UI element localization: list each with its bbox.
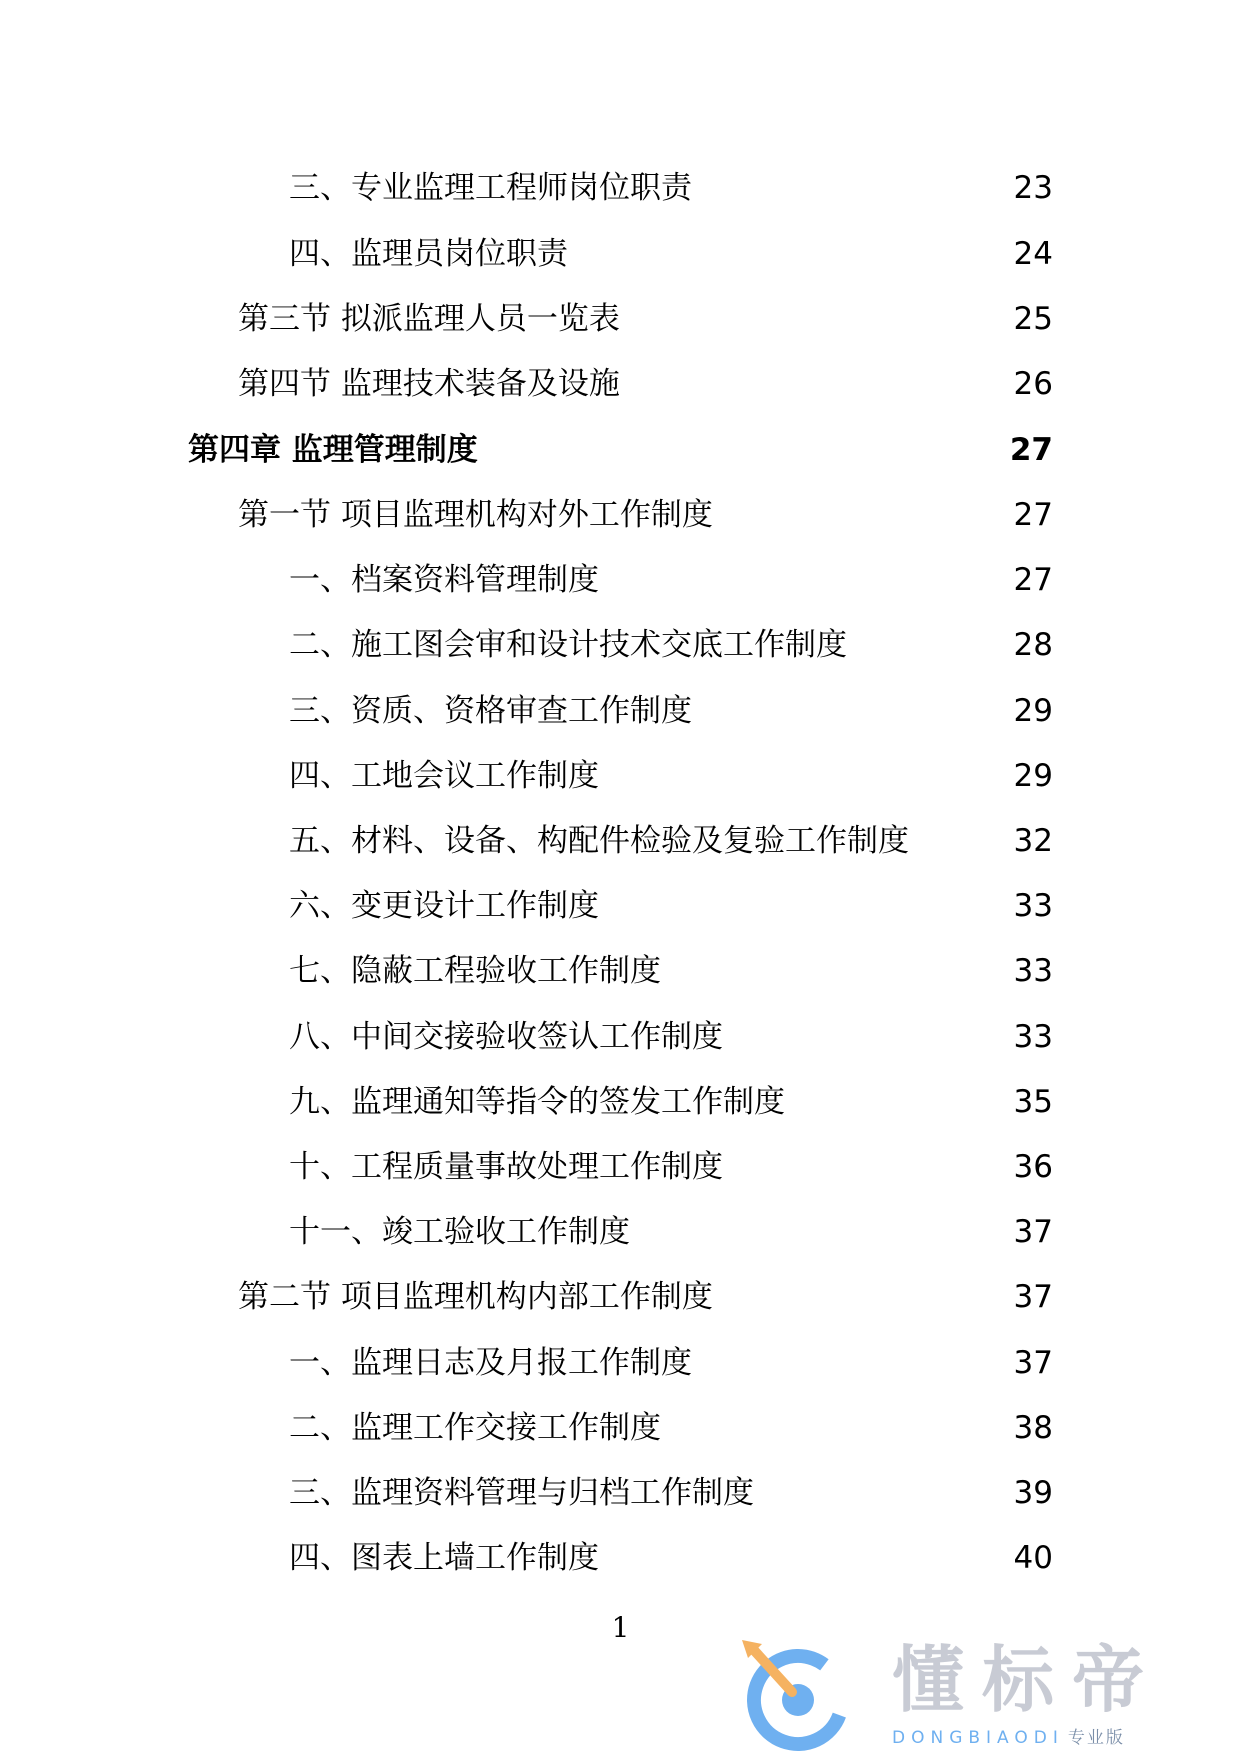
toc-entry-page: 25 (1013, 301, 1053, 337)
toc-entry-page: 39 (1013, 1475, 1053, 1511)
toc-entry-title: 七、隐蔽工程验收工作制度 (289, 953, 661, 989)
toc-entry-page: 23 (1013, 170, 1053, 206)
toc-entry-page: 24 (1013, 236, 1053, 272)
toc-entry-title: 四、监理员岗位职责 (289, 236, 568, 272)
toc-entry-page: 36 (1013, 1149, 1053, 1185)
toc-entry[interactable] (0, 620, 1241, 670)
toc-entry-title: 五、材料、设备、构配件检验及复验工作制度 (289, 823, 909, 859)
toc-entry-title: 一、监理日志及月报工作制度 (289, 1345, 692, 1381)
toc-entry-title: 第三节 拟派监理人员一览表 (238, 301, 620, 337)
toc-entry-page: 26 (1013, 366, 1053, 402)
toc-entry-page: 40 (1013, 1540, 1053, 1576)
toc-entry-title: 二、监理工作交接工作制度 (289, 1410, 661, 1446)
toc-entry[interactable] (0, 881, 1241, 931)
toc-entry[interactable] (0, 359, 1241, 409)
toc-entry[interactable] (0, 1533, 1241, 1583)
toc-entry-page: 33 (1013, 953, 1053, 989)
toc-entry[interactable] (0, 1142, 1241, 1192)
toc-entry[interactable] (0, 946, 1241, 996)
toc-entry-page: 35 (1013, 1084, 1053, 1120)
toc-entry-page: 28 (1013, 627, 1053, 663)
toc-entry-title: 一、档案资料管理制度 (289, 562, 599, 598)
watermark-brand-name: 懂标帝 (892, 1638, 1163, 1722)
toc-entry[interactable] (0, 555, 1241, 605)
toc-entry-title: 三、专业监理工程师岗位职责 (289, 170, 692, 206)
toc-entry-page: 29 (1013, 693, 1053, 729)
toc-entry[interactable] (0, 816, 1241, 866)
watermark-edition: 专业版 (1067, 1728, 1125, 1748)
toc-entry[interactable] (0, 1272, 1241, 1322)
toc-entry-page: 37 (1013, 1279, 1053, 1315)
toc-entry-title: 四、图表上墙工作制度 (289, 1540, 599, 1576)
toc-entry[interactable] (0, 1207, 1241, 1257)
watermark-brand-subtitle (892, 1726, 1125, 1750)
toc-entry[interactable] (0, 1403, 1241, 1453)
toc-entry-title: 二、施工图会审和设计技术交底工作制度 (289, 627, 847, 663)
toc-entry-title: 三、监理资料管理与归档工作制度 (289, 1475, 754, 1511)
toc-entry-title: 三、资质、资格审查工作制度 (289, 693, 692, 729)
toc-entry-title: 第二节 项目监理机构内部工作制度 (238, 1279, 713, 1315)
toc-entry-title: 十一、竣工验收工作制度 (289, 1214, 630, 1250)
toc-entry[interactable] (0, 1338, 1241, 1388)
toc-entry-title: 第四章 监理管理制度 (188, 432, 478, 468)
toc-entry-title: 第四节 监理技术装备及设施 (238, 366, 620, 402)
toc-entry-page: 32 (1013, 823, 1053, 859)
toc-entry-page: 27 (1013, 497, 1053, 533)
toc-entry-page: 27 (1013, 562, 1053, 598)
toc-entry-page: 33 (1013, 888, 1053, 924)
toc-entry[interactable] (0, 1468, 1241, 1518)
toc-entry-page: 29 (1013, 758, 1053, 794)
toc-chapter-entry[interactable] (0, 425, 1241, 475)
toc-entry-page: 37 (1013, 1214, 1053, 1250)
toc-entry-title: 八、中间交接验收签认工作制度 (289, 1019, 723, 1055)
toc-entry[interactable] (0, 751, 1241, 801)
toc-entry-title: 六、变更设计工作制度 (289, 888, 599, 924)
toc-entry-page: 37 (1013, 1345, 1053, 1381)
toc-entry[interactable] (0, 686, 1241, 736)
target-arrow-icon (740, 1640, 860, 1752)
page-number: 1 (611, 1611, 630, 1644)
toc-entry-title: 十、工程质量事故处理工作制度 (289, 1149, 723, 1185)
toc-entry-title: 九、监理通知等指令的签发工作制度 (289, 1084, 785, 1120)
toc-entry-page: 27 (1009, 432, 1053, 468)
watermark-brand-latin: DONGBIAODI (892, 1728, 1064, 1748)
toc-entry-page: 38 (1013, 1410, 1053, 1446)
watermark-logo (740, 1638, 1240, 1754)
toc-entry[interactable] (0, 294, 1241, 344)
toc-entry-page: 33 (1013, 1019, 1053, 1055)
toc-entry-title: 四、工地会议工作制度 (289, 758, 599, 794)
toc-entry[interactable] (0, 229, 1241, 279)
toc-entry[interactable] (0, 1077, 1241, 1127)
toc-entry-title: 第一节 项目监理机构对外工作制度 (238, 497, 713, 533)
toc-entry[interactable] (0, 1012, 1241, 1062)
toc-entry[interactable] (0, 163, 1241, 213)
toc-entry[interactable] (0, 490, 1241, 540)
